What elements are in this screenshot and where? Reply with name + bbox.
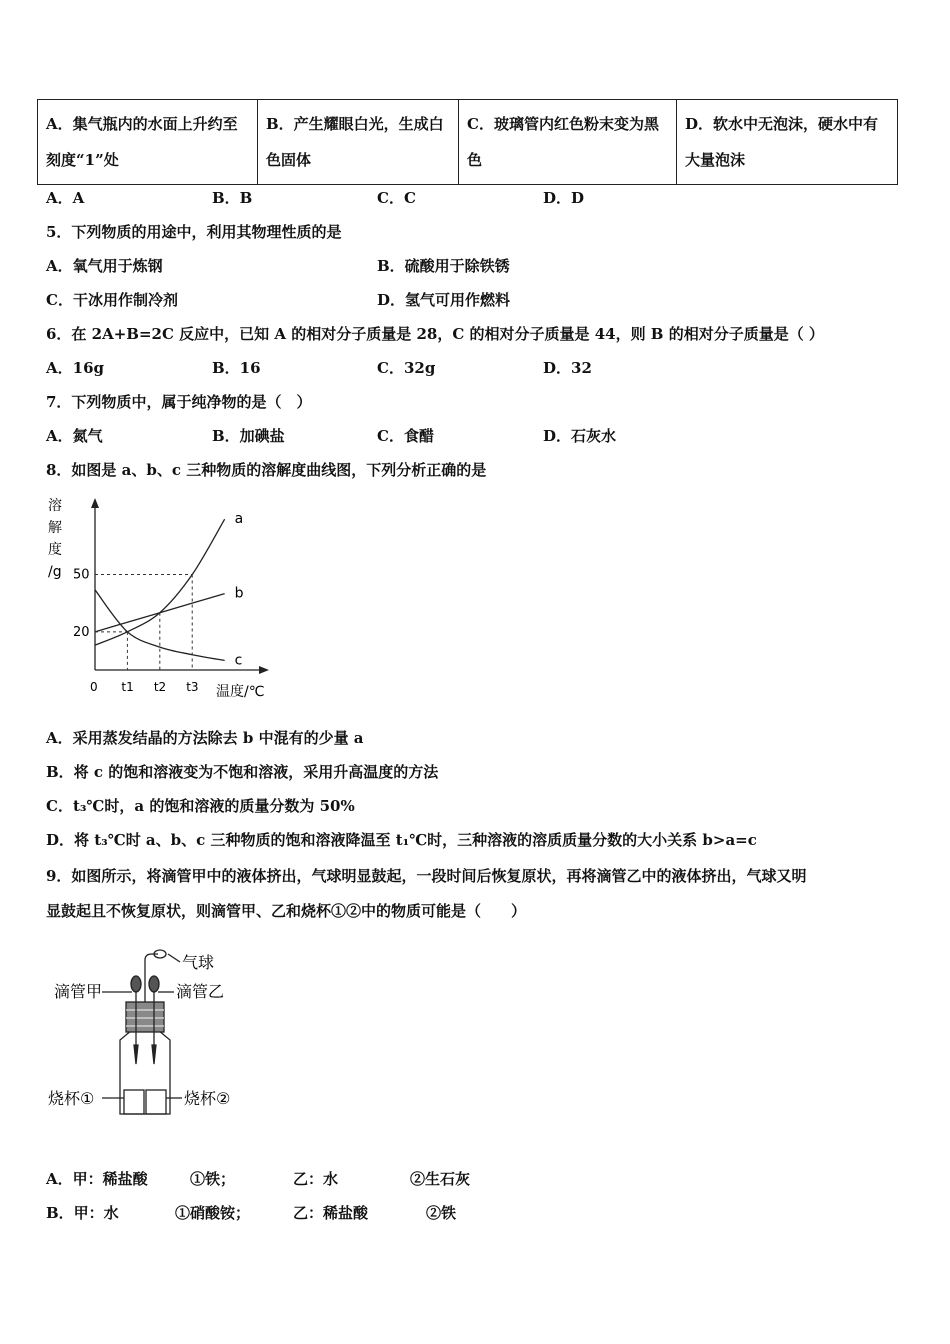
bottle-outline xyxy=(120,1030,170,1114)
q6-option-a[interactable]: A．16g xyxy=(46,359,105,377)
x-axis-arrow xyxy=(259,666,269,674)
y-tick-label: 20 xyxy=(73,624,90,640)
q6-option-d[interactable]: D．32 xyxy=(543,359,592,377)
y-label-char-2: 解 xyxy=(48,520,62,536)
q5-stem: 5．下列物质的用途中，利用其物理性质的是 xyxy=(46,223,342,241)
beaker-2-label: 烧杯② xyxy=(184,1089,231,1108)
q7-option-d[interactable]: D．石灰水 xyxy=(543,427,617,445)
q8-option-b[interactable]: B．将 c 的饱和溶液变为不饱和溶液，采用升高温度的方法 xyxy=(46,763,439,781)
balloon-label: 气球 xyxy=(182,953,215,972)
solubility-chart xyxy=(40,492,290,707)
x-tick-label: t2 xyxy=(153,680,167,694)
q7-stem: 7．下列物质中，属于纯净物的是（ ） xyxy=(46,393,312,411)
series-a-label: a xyxy=(234,511,244,528)
q5-option-c[interactable]: C．干冰用作制冷剂 xyxy=(46,291,178,309)
q9-stem-line-1: 9．如图所示，将滴管甲中的液体挤出，气球明显鼓起，一段时间后恢复原状，再将滴管乙中的液体挤出，气球又明 xyxy=(46,867,807,885)
y-label-char-3: 度 xyxy=(48,542,62,558)
q8-stem: 8．如图是 a、b、c 三种物质的溶解度曲线图，下列分析正确的是 xyxy=(46,461,487,479)
q9-stem-line-2: 显鼓起且不恢复原状，则滴管甲、乙和烧杯①②中的物质可能是（ ） xyxy=(46,902,527,920)
series-b-label: b xyxy=(234,585,244,602)
q7-option-c[interactable]: C．食醋 xyxy=(377,427,434,445)
q4-option-a[interactable]: A．A xyxy=(46,189,85,207)
q8-option-a[interactable]: A．采用蒸发结晶的方法除去 b 中混有的少量 a xyxy=(46,729,364,747)
beaker-1-label: 烧杯① xyxy=(48,1089,95,1108)
q6-option-b[interactable]: B．16 xyxy=(212,359,261,377)
beaker-1 xyxy=(124,1090,144,1114)
origin-label: 0 xyxy=(90,680,98,694)
q9-option-b-part-2: ①硝酸铵； xyxy=(175,1204,251,1222)
dropper-b-bulb xyxy=(149,976,159,992)
dropper-b-label: 滴管乙 xyxy=(176,982,225,1001)
q5-option-a[interactable]: A．氧气用于炼钢 xyxy=(46,257,163,275)
x-axis-label: 温度/℃ xyxy=(216,684,265,700)
q4-option-d[interactable]: D．D xyxy=(543,189,585,207)
rubber-stopper xyxy=(126,1002,164,1032)
q9-option-b-part-1[interactable]: B．甲：水 xyxy=(46,1204,119,1222)
q4-table-cell-c: C．玻璃管内红色粉末变为黑色 xyxy=(459,100,677,185)
q4-table-cell-d: D．软水中无泡沫，硬水中有大量泡沫 xyxy=(677,100,898,185)
y-label-char-1: 溶 xyxy=(48,498,62,514)
q4-option-c[interactable]: C．C xyxy=(377,189,416,207)
y-tick-label: 50 xyxy=(73,567,90,583)
q6-option-c[interactable]: C．32g xyxy=(377,359,436,377)
y-axis-arrow xyxy=(91,498,99,508)
dropper-a-label: 滴管甲 xyxy=(54,982,103,1001)
q8-option-c[interactable]: C．t₃℃时，a 的饱和溶液的质量分数为 50% xyxy=(46,797,355,815)
q9-option-b-part-3: 乙：稀盐酸 xyxy=(293,1204,369,1222)
q8-option-d[interactable]: D．将 t₃℃时 a、b、c 三种物质的饱和溶液降温至 t₁℃时，三种溶液的溶质质量分数的大小关系 b>a=c xyxy=(46,831,757,849)
beaker-2 xyxy=(146,1090,166,1114)
x-tick-label: t1 xyxy=(121,680,134,694)
q4-table-cell-a: A．集气瓶内的水面上升约至刻度“1”处 xyxy=(38,100,258,185)
dropper-a-bulb xyxy=(131,976,141,992)
q5-option-b[interactable]: B．硫酸用于除铁锈 xyxy=(377,257,510,275)
q4-table-cell-b: B．产生耀眼白光，生成白色固体 xyxy=(258,100,459,185)
q7-option-b[interactable]: B．加碘盐 xyxy=(212,427,285,445)
q4-options-table xyxy=(37,99,898,185)
q9-option-b-part-4: ②铁 xyxy=(426,1204,457,1222)
q5-option-d[interactable]: D．氢气可用作燃料 xyxy=(377,291,511,309)
apparatus-diagram xyxy=(40,940,260,1125)
q9-option-a-part-2: ①铁； xyxy=(190,1170,236,1188)
q7-option-a[interactable]: A．氮气 xyxy=(46,427,103,445)
y-label-char-4: /g xyxy=(48,564,62,580)
q6-stem: 6．在 2A+B=2C 反应中，已知 A 的相对分子质量是 28，C 的相对分子质量是 44，则 B 的相对分子质量是（ ） xyxy=(46,325,824,343)
q9-option-a-part-4: ②生石灰 xyxy=(410,1170,471,1188)
q9-option-a-part-3: 乙：水 xyxy=(293,1170,339,1188)
q4-option-b[interactable]: B．B xyxy=(212,189,253,207)
series-c-label: c xyxy=(234,652,243,669)
q9-option-a-part-1[interactable]: A．甲：稀盐酸 xyxy=(46,1170,148,1188)
x-tick-label: t3 xyxy=(186,680,199,694)
